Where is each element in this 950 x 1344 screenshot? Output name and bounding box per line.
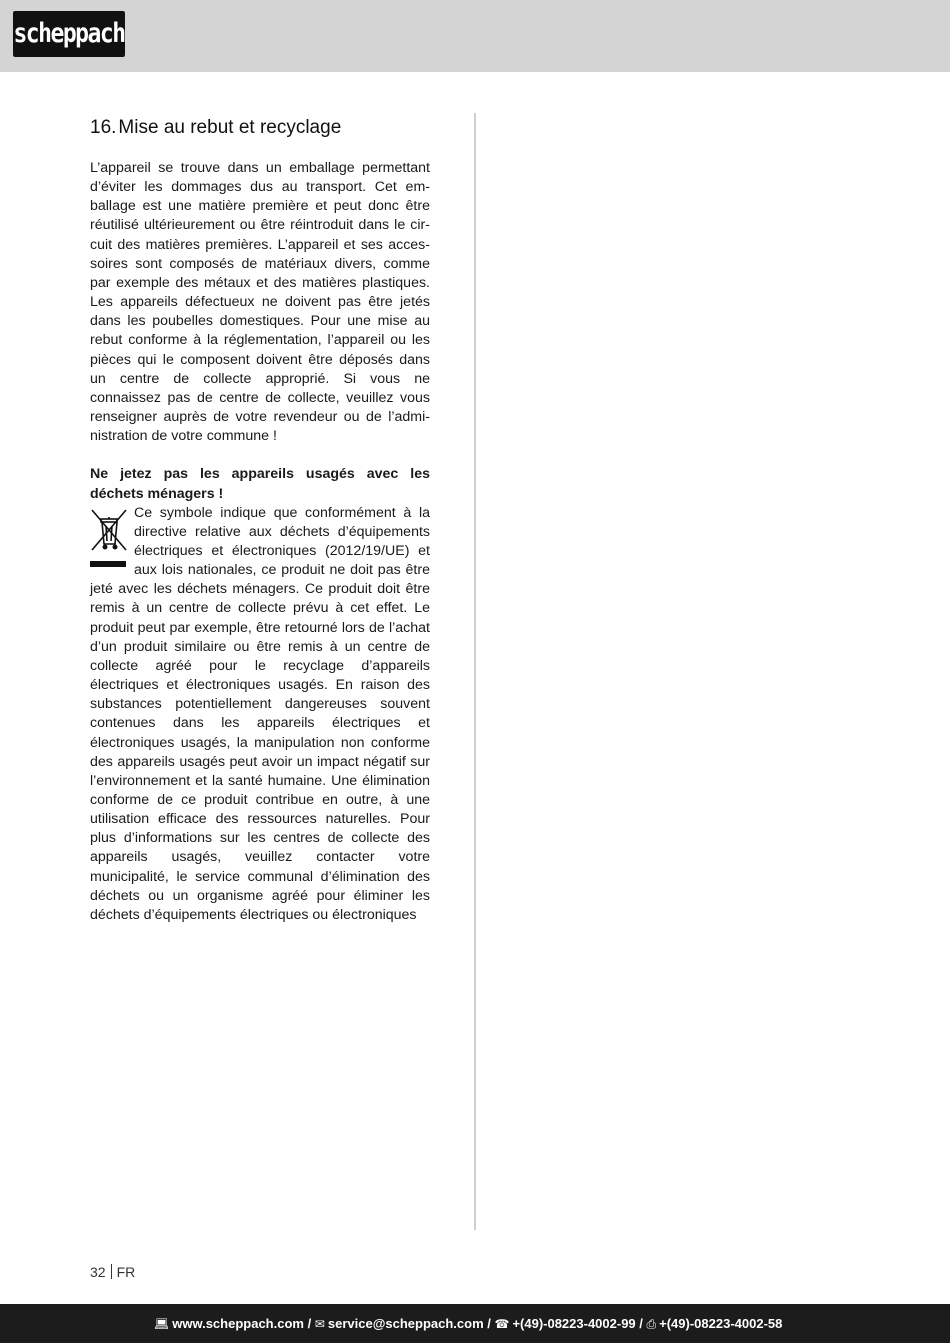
- page-header: [0, 0, 950, 72]
- column-divider: [474, 113, 476, 1230]
- household-waste-warning: Ne jetez pas les appareils usagés avec les déchets ménagers !: [90, 466, 430, 502]
- page-separator: [111, 1264, 112, 1279]
- crossed-out-wheelie-bin-icon: [90, 508, 130, 574]
- packaging-paragraph: L’appareil se trouve dans un emballage permettant d’éviter les dommages dus au transport. Cet em-ballage est une matière première et peut donc être réutilisé ultérieurement ou être réintroduit dans le cir-cuit des matières premières. L’appareil et ses acces-soires sont composés de matériaux divers, comme par exemple des métaux et des matières plastiques. Les appareils défectueux ne doivent pas être jetés dans les poubelles domestiques. Pour une mise au rebut conforme à la réglementation, l’appareil ou les pièces qui le composent doivent être déposés dans un centre de collecte approprié. Si vous ne connaissez pas de centre de collecte, veuillez vous renseigner auprès de votre revendeur ou de l’admi-nistration de votre commune !: [90, 160, 430, 445]
- section-number: 16.: [90, 117, 117, 138]
- contact-line: [154, 1304, 782, 1344]
- scheppach-logo: scheppach: [13, 11, 125, 57]
- weee-paragraph-block: [90, 504, 430, 925]
- website-link[interactable]: www.scheppach.com /: [172, 1316, 312, 1331]
- computer-icon: 💻︎: [154, 1317, 170, 1331]
- section-heading: [90, 113, 430, 141]
- email-link[interactable]: service@scheppach.com /: [327, 1316, 491, 1331]
- page-indicator: [90, 1264, 135, 1280]
- phone-icon: ☎︎: [494, 1317, 510, 1331]
- email-icon: ✉︎: [314, 1317, 325, 1331]
- language-code: FR: [116, 1264, 136, 1280]
- weee-paragraph: Ce symbole indique que conformément à la directive relative aux déchets d’équipements électriques et électroniques (2012/19/UE) et aux lois nationales, ce produit ne doit pas être jeté avec les déchets ménagers. Ce produit doit être remis à un centre de collecte prévu à cet effet. Le produit peut par exemple, être retourné lors de l’achat d’un produit similaire ou être remis à un centre de collecte agréé pour le recyclage d’appareils électriques et électroniques usagés. En raison des substances potentiellement dangereuses souvent contenues dans les appareils électriques et électroniques usagés, la manipulation non conforme des appareils usagés peut avoir un impact négatif sur l’environnement et la santé humaine. Une élimination conforme de ce produit contribue en outre, à une utilisation efficace des ressources naturelles. Pour plus d’informations sur les centres de collecte des appareils usagés, veuillez contacter votre municipalité, le service communal d’élimination des déchets ou un organisme agréé pour éliminer les déchets d’équipements électriques ou électroniques: [90, 504, 430, 923]
- page-number: 32: [90, 1264, 106, 1280]
- section-title: Mise au rebut et recyclage: [118, 117, 342, 138]
- fax-icon: ⎙: [646, 1317, 657, 1331]
- phone-number: +(49)-08223-4002-99 /: [512, 1316, 643, 1331]
- left-column: [90, 113, 430, 925]
- contact-footer: [0, 1304, 950, 1343]
- fax-number: +(49)-08223-4002-58: [659, 1316, 783, 1331]
